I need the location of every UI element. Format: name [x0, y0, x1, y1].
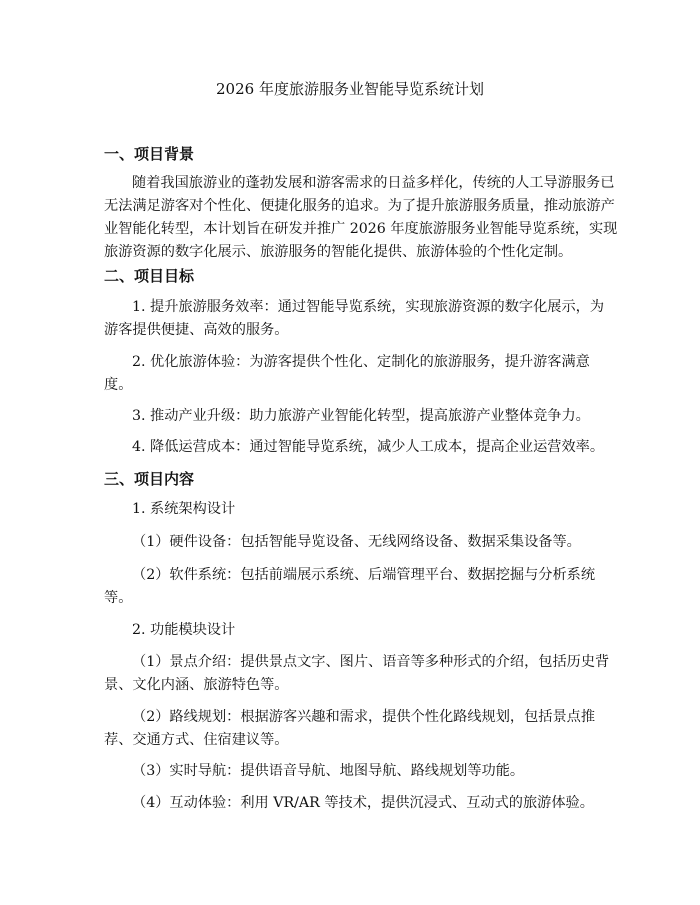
paragraph-line: 1. 提升旅游服务效率：通过智能导览系统，实现旅游资源的数字化展示，为 — [132, 299, 605, 315]
section-heading-goals: 二、项目目标 — [104, 267, 195, 285]
goal-item — [104, 351, 598, 397]
paragraph-line: 2. 功能模块设计 — [132, 622, 236, 638]
background-paragraph — [104, 172, 618, 264]
content-item — [104, 792, 598, 815]
goal-item — [104, 296, 605, 342]
paragraph-line: （1）景点介绍：提供景点文字、图片、语音等多种形式的介绍，包括历史背 — [132, 654, 610, 670]
paragraph-line: 1. 系统架构设计 — [132, 501, 236, 517]
content-item — [104, 760, 598, 783]
paragraph-line: 度。 — [104, 377, 133, 393]
paragraph-line: 随着我国旅游业的蓬勃发展和游客需求的日益多样化，传统的人工导游服务已 — [132, 175, 615, 191]
section-heading-content: 三、项目内容 — [104, 470, 195, 488]
section-heading-background: 一、项目背景 — [104, 145, 195, 163]
paragraph-line: （4）互动体验：利用 VR/AR 等技术，提供沉浸式、互动式的旅游体验。 — [132, 795, 594, 811]
content-item — [104, 564, 598, 610]
content-item — [104, 531, 598, 554]
goal-item — [104, 436, 605, 459]
content-item — [104, 651, 610, 697]
document-title: 2026 年度旅游服务业智能导览系统计划 — [216, 80, 484, 98]
paragraph-line: 景、文化内涵、旅游特色等。 — [104, 677, 289, 693]
paragraph-line: 荐、交通方式、住宿建议等。 — [104, 732, 289, 748]
paragraph-line: （1）硬件设备：包括智能导览设备、无线网络设备、数据采集设备等。 — [132, 534, 581, 550]
goal-item — [104, 405, 598, 428]
paragraph-line: （3）实时导航：提供语音导航、地图导航、路线规划等功能。 — [132, 763, 525, 779]
content-subheading — [104, 619, 598, 642]
content-item — [104, 706, 598, 752]
paragraph-line: 等。 — [104, 590, 133, 606]
paragraph-line: 2. 优化旅游体验：为游客提供个性化、定制化的旅游服务，提升游客满意 — [132, 354, 590, 370]
paragraph-line: （2）路线规划：根据游客兴趣和需求，提供个性化路线规划，包括景点推 — [132, 709, 596, 725]
paragraph-line: 4. 降低运营成本：通过智能导览系统，减少人工成本，提高企业运营效率。 — [132, 439, 605, 455]
paragraph-line: 3. 推动产业升级：助力旅游产业智能化转型，提高旅游产业整体竞争力。 — [132, 408, 590, 424]
content-subheading — [104, 498, 598, 521]
paragraph-line: 无法满足游客对个性化、便捷化服务的追求。为了提升旅游服务质量，推动旅游产 — [104, 198, 615, 214]
paragraph-line: （2）软件系统：包括前端展示系统、后端管理平台、数据挖掘与分析系统 — [132, 567, 596, 583]
paragraph-line: 旅游资源的数字化展示、旅游服务的智能化提供、旅游体验的个性化定制。 — [104, 244, 573, 260]
paragraph-line: 业智能化转型，本计划旨在研发并推广 2026 年度旅游服务业智能导览系统，实现 — [104, 221, 618, 237]
paragraph-line: 游客提供便捷、高效的服务。 — [104, 322, 289, 338]
